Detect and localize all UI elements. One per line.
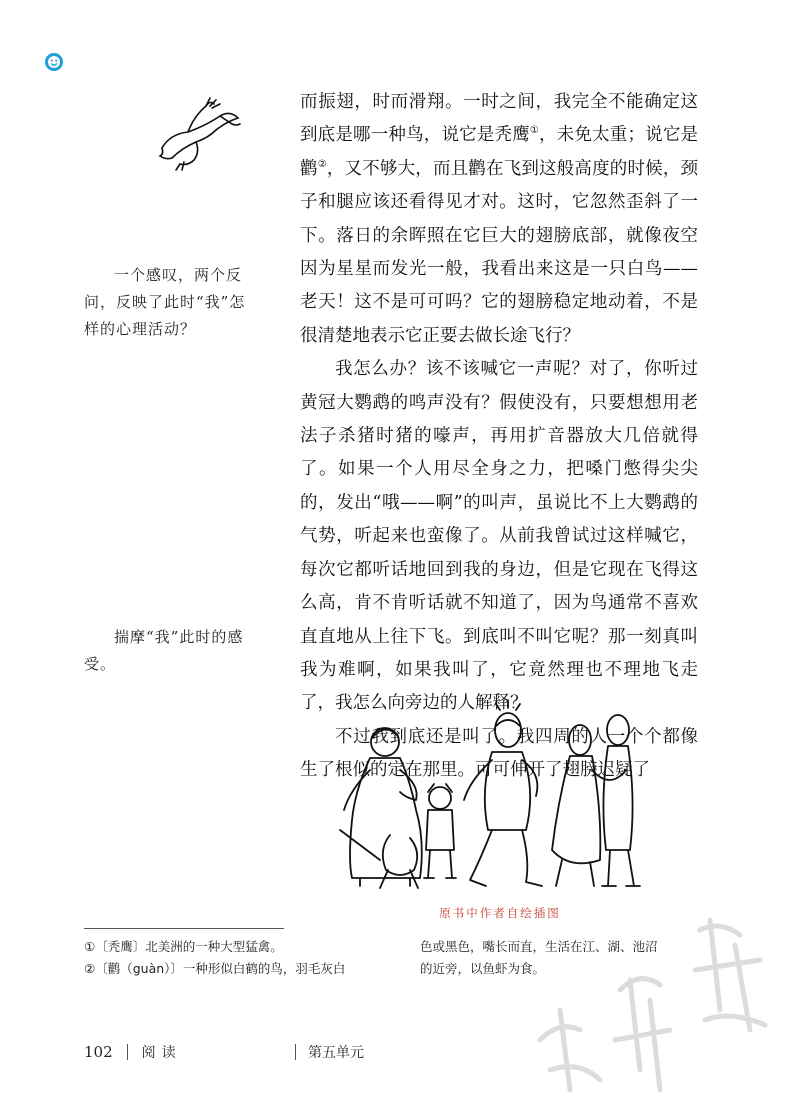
footnote-1: ①〔秃鹰〕北美洲的一种大型猛禽。 bbox=[84, 939, 283, 954]
page-footer bbox=[84, 1042, 182, 1062]
section-label: 阅读 bbox=[141, 1045, 182, 1061]
footnote-rule bbox=[84, 928, 284, 929]
footnote-ref-2: ② bbox=[317, 158, 327, 170]
margin-note-2 bbox=[84, 624, 260, 678]
footer-divider bbox=[127, 1044, 128, 1060]
unit-divider bbox=[295, 1044, 296, 1060]
paragraph-1-part-b: ，未免太重；说它是鹳 bbox=[300, 125, 699, 179]
publisher-watermark bbox=[520, 890, 780, 1120]
paragraph-1 bbox=[300, 86, 698, 353]
paragraph-3: 不过我到底还是叫了。我四周的人一个个都像生了根似的定在那里。可可伸开了翅膀迟疑了 bbox=[300, 726, 698, 781]
bird-sketch bbox=[150, 96, 245, 174]
paragraph-2: 我怎么办？该不该喊它一声呢？对了，你听过黄冠大鹦鹉的鸣声没有？假使没有，只要想想用老法子杀猪时猪的嚎声，再用扩音器放大几倍就得了。如果一个人用尽全身之力，把嗓门憋得尖尖的，发出“哦——啊”的叫声，虽说比不上大鹦鹉的气势，听起来也蛮像了。从前我曾试过这样喊它，每次它都听话地回到我的身边，但是它现在飞得这么高，肯不肯听话就不知道了，因为鸟通常不喜欢直直地从上往下飞。到底叫不叫它呢？那一刻真叫我为难啊，如果我叫了，它竟然理也不理地飞走了，我怎么向旁边的人解释？ bbox=[300, 359, 698, 714]
smiley-icon bbox=[44, 52, 64, 72]
margin-note-2-text: 揣摩“我”此时的感受。 bbox=[84, 628, 244, 673]
margin-note-1 bbox=[84, 262, 260, 343]
paragraph-1-part-a: 而振翅，时而滑翔。一时之间，我完全不能确定这到底是哪一种鸟，说它是秃鹰 bbox=[300, 92, 698, 146]
unit-label: 第五单元 bbox=[308, 1045, 364, 1061]
footnote-2-continued-1: 色或黑色，嘴长而直，生活在江、湖、池沼 bbox=[420, 939, 658, 954]
footnote-2-continued-2: 的近旁，以鱼虾为食。 bbox=[420, 961, 546, 976]
illustration-caption: 原书中作者自绘插图 bbox=[439, 906, 561, 920]
footnote-2: ②〔鹳（guàn）〕一种形似白鹤的鸟，羽毛灰白 bbox=[84, 961, 346, 976]
author-illustration bbox=[330, 700, 670, 895]
unit-footer bbox=[295, 1042, 364, 1062]
footnotes-left bbox=[84, 936, 384, 980]
margin-note-1-text: 一个感叹，两个反问，反映了此时“我”怎样的心理活动？ bbox=[84, 266, 246, 338]
main-text bbox=[300, 86, 698, 788]
page-number: 102 bbox=[84, 1043, 113, 1061]
footnote-ref-1: ① bbox=[529, 125, 540, 137]
paragraph-1-part-c: ，又不够大，而且鹳在飞到这般高度的时候，颈子和腿应该还看得见才对。这时，它忽然歪斜了一下。落日的余晖照在它巨大的翅膀底部，就像夜空因为星星而发光一般，我看出来这是一只白鸟——老天！这不是可可吗？它的翅膀稳定地动着，不是很清楚地表示它正要去做长途飞行？ bbox=[300, 158, 699, 346]
